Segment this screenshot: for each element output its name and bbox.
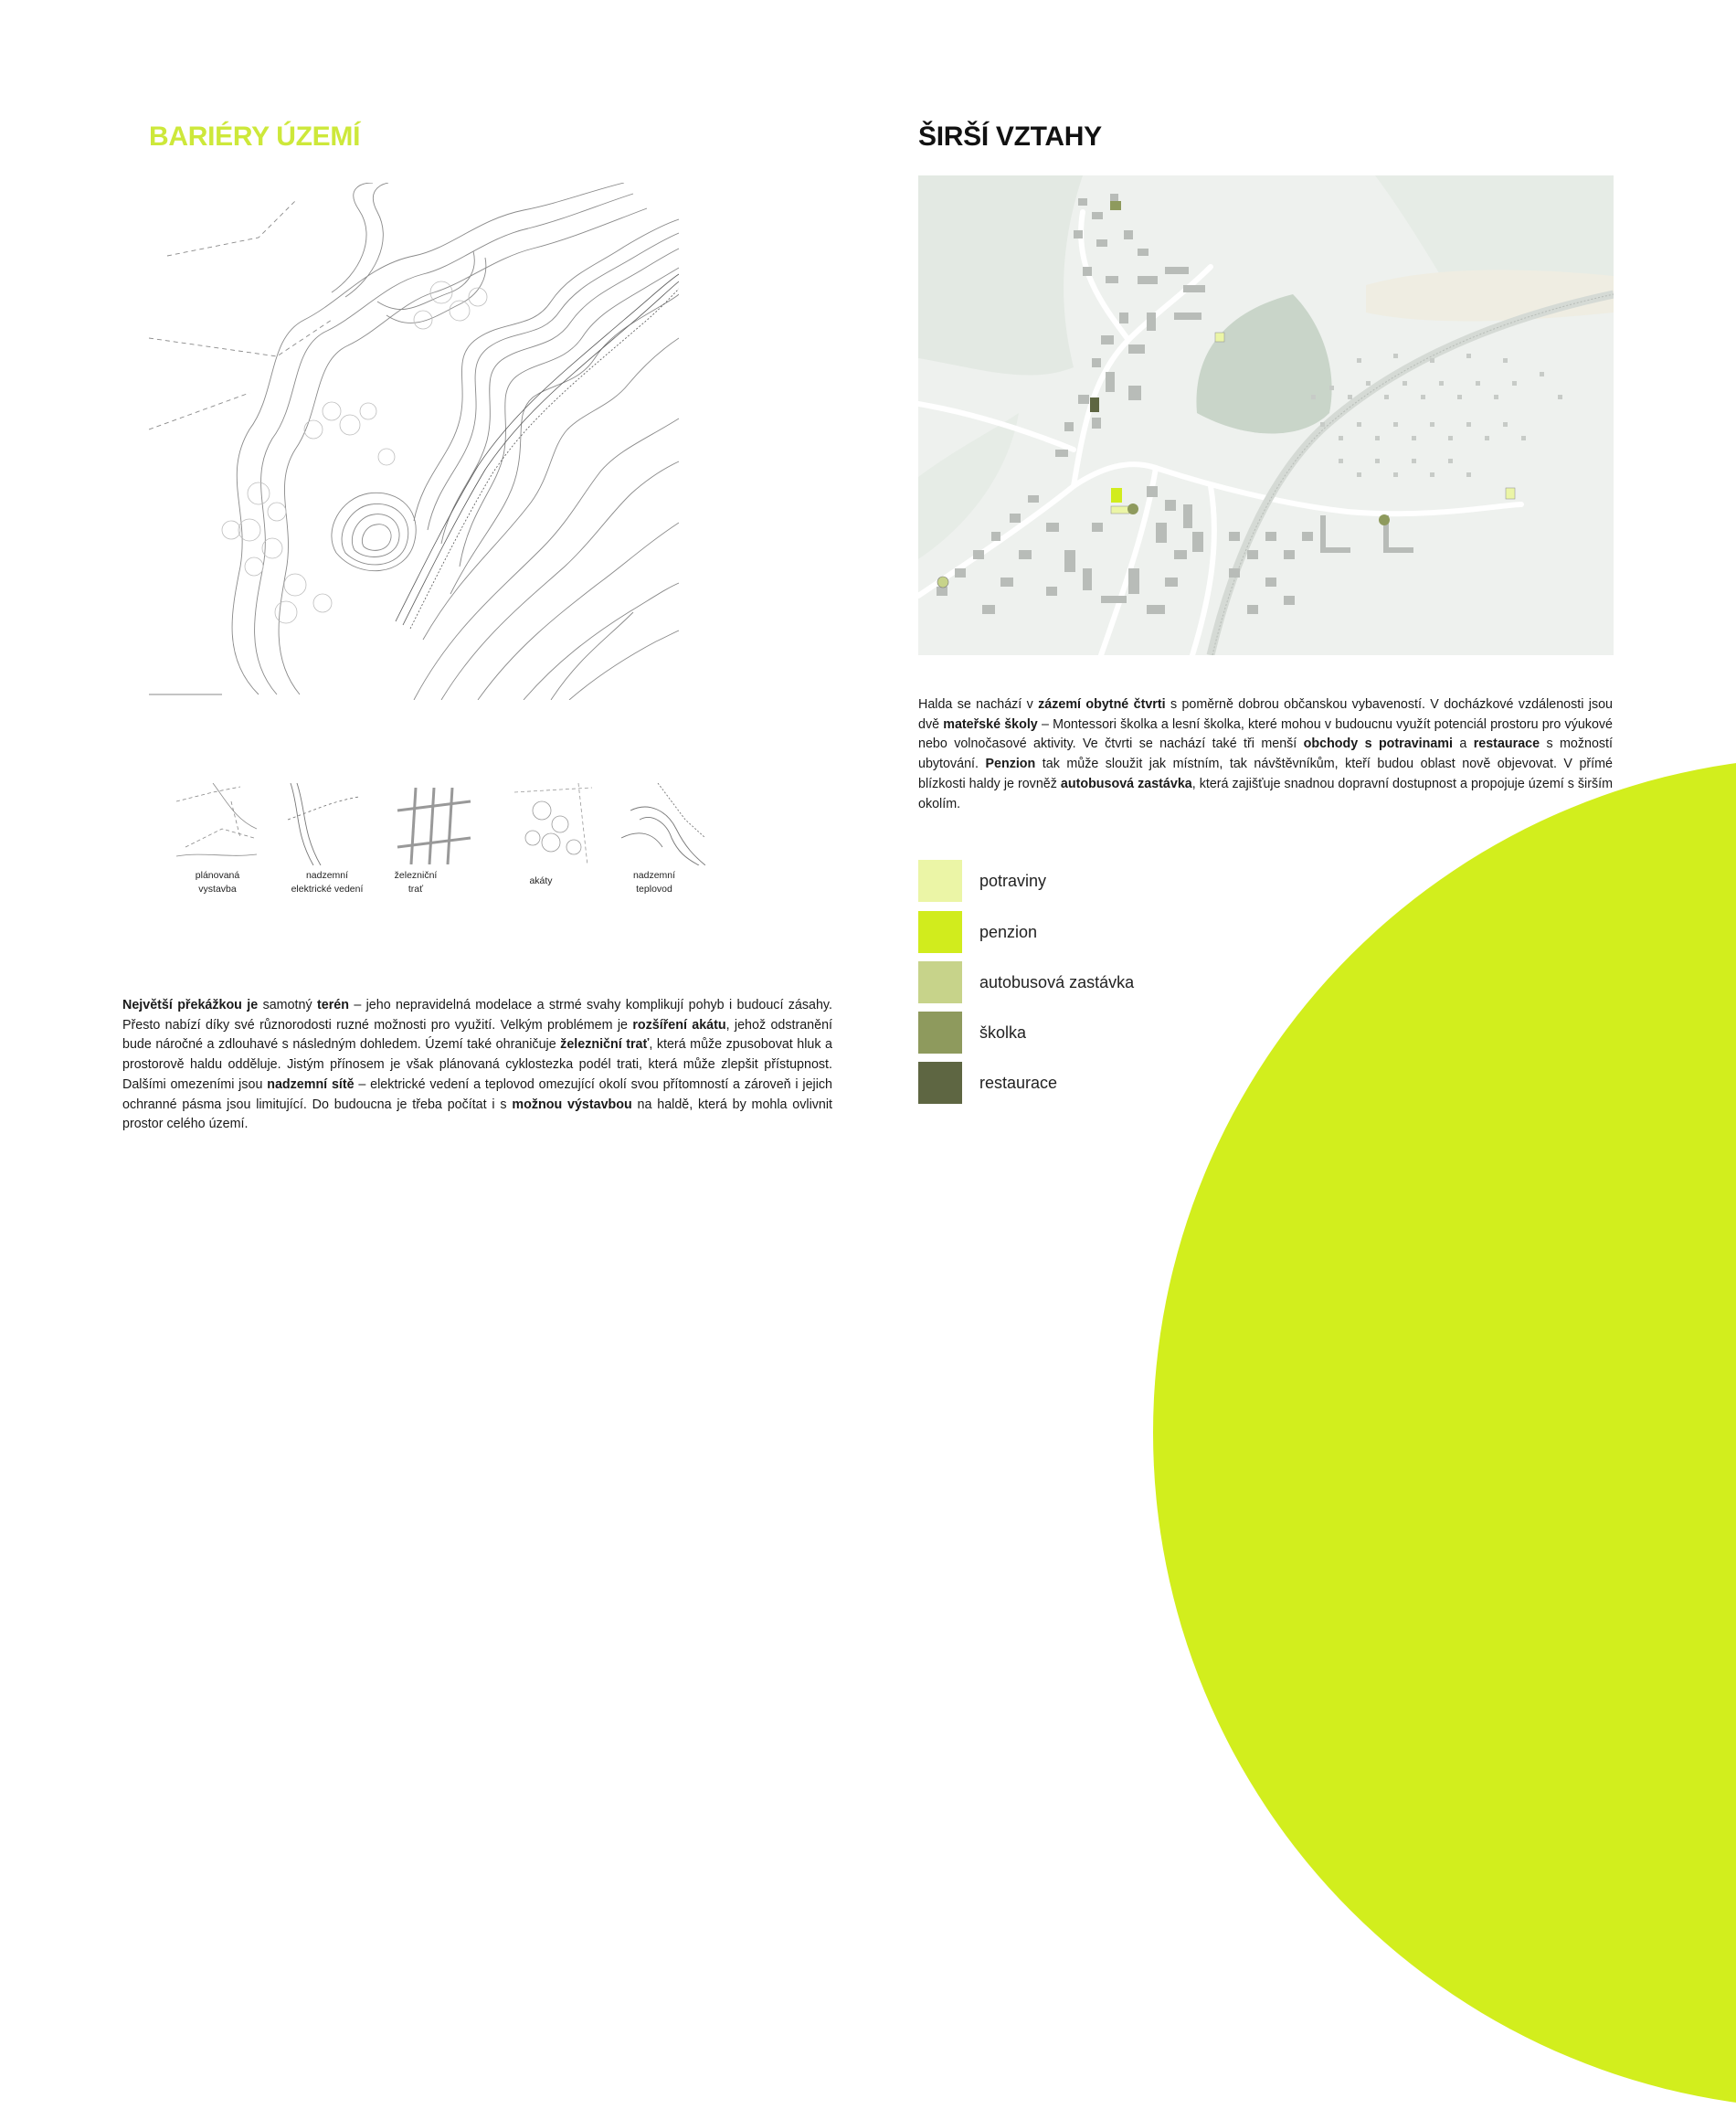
legend-item-restaurace: [918, 1062, 1057, 1104]
legend-swatch-skolka: [918, 1012, 962, 1054]
barriers-text-segment: nadzemní sítě: [267, 1076, 355, 1092]
legend-swatch-potraviny: [918, 860, 962, 902]
thumb-caption-railway: železniční trať: [394, 870, 438, 895]
barriers-text-segment: na haldě, která by mohla ovlivnit prostor celého území.: [122, 1097, 832, 1132]
planned-construction-icon: [176, 783, 257, 865]
relations-text-segment: – Montessori školka a lesní školka, které mohou v budoucnu využít potenciál prostoru pro výukové nebo volnočasové aktivity. Ve čtvrti se nachází také tři menší: [918, 716, 1613, 752]
legend-swatch-penzion: [918, 911, 962, 953]
barriers-text-segment: železniční trať: [560, 1037, 650, 1053]
relations-text-segment: , která zajišťuje snadnou dopravní dostupnost a propojuje území s širším okolím.: [918, 776, 1613, 811]
left-section-title: BARIÉRY ÚZEMÍ: [149, 122, 361, 152]
relations-text-segment: obchody s potravinami: [1303, 737, 1453, 752]
right-section-title: ŠIRŠÍ VZTAHY: [918, 122, 1102, 152]
relations-text-segment: s možností ubytování.: [918, 737, 1613, 772]
thumb-caption-planned: plánovaná vystavba: [195, 870, 240, 895]
legend-item-penzion: [918, 911, 1037, 953]
relations-text-segment: s poměrně dobrou občanskou vybaveností. V docházkové vzdálenosti jsou dvě: [918, 697, 1613, 732]
barriers-text-segment: samotný: [258, 998, 317, 1012]
power-line-icon: [286, 783, 361, 865]
barriers-text-segment: – jeho nepravidelná modelace a strmé svahy komplikují pohyb i budoucí zásahy. Přesto nabízí díky své různorodosti ruzné možnosti pro využití. Velkým problémem je: [122, 998, 832, 1033]
thumb-caption-power-line: nadzemní elektrické vedení: [291, 870, 364, 895]
wider-relations-description: [918, 695, 1613, 814]
acacia-icon: [514, 783, 592, 865]
relations-text-segment: mateřské školy: [943, 716, 1038, 732]
terrain-contour-map: [149, 183, 679, 700]
legend-label-potraviny: potraviny: [979, 871, 1047, 890]
relations-text-segment: tak může sloužit jak místním, tak návštěvníkům, kteří budou oblast nově objevovat. V přímé blízkosti haldy je rovněž: [918, 757, 1613, 791]
legend-label-restaurace: restaurace: [979, 1073, 1058, 1092]
barriers-text-segment: Největší překážkou je: [122, 998, 259, 1012]
barriers-description: [122, 996, 832, 1135]
barriers-text-segment: , jehož odstranění bude náročné a zdlouhavé s následným dohledem. Území také ohraničuje: [122, 1017, 832, 1053]
decorative-green-circle: [1153, 757, 1736, 2109]
thumb-caption-heat-pipe: nadzemní teplovod: [632, 870, 676, 895]
legend-label-skolka: školka: [979, 1023, 1027, 1042]
barriers-text-segment: , která může zpusobovat hluk a prostorově haldu odděluje. Jistým přínosem je však plánovaná cyklostezka podél trati, která může zlepšit přístupnost. Dalšími omezeními jsou: [122, 1037, 832, 1092]
relations-text-segment: Halda se nachází v: [918, 697, 1039, 712]
relations-text-segment: a: [1452, 737, 1474, 752]
barriers-text-segment: možnou výstavbou: [512, 1097, 632, 1112]
relations-text-segment: Penzion: [985, 757, 1036, 772]
wider-context-map: [918, 175, 1614, 655]
barriers-text-segment: rozšíření akátu: [632, 1017, 726, 1033]
relations-text-segment: autobusová zastávka: [1060, 776, 1192, 791]
barriers-text-segment: – elektrické vedení a teplovod omezující okolí svou přítomností a zároveň i jejich ochranné pásma jsou limitující. Do budoucna je třeba počítat i s: [122, 1076, 832, 1112]
legend-label-bus-stop: autobusová zastávka: [979, 972, 1135, 991]
relations-text-segment: restaurace: [1473, 737, 1540, 752]
heat-pipe-icon: [621, 783, 705, 865]
legend-label-penzion: penzion: [979, 922, 1038, 941]
legend-item-potraviny: [918, 860, 1046, 902]
relations-text-segment: zázemí obytné čtvrti: [1038, 697, 1166, 712]
legend-item-bus-stop: [918, 961, 1134, 1003]
barriers-text-segment: terén: [316, 998, 349, 1012]
railway-icon: [393, 788, 475, 864]
thumb-caption-acacia: akáty: [529, 875, 553, 886]
legend-item-skolka: [918, 1012, 1026, 1054]
legend-swatch-restaurace: [918, 1062, 962, 1104]
legend-swatch-bus-stop: [918, 961, 962, 1003]
